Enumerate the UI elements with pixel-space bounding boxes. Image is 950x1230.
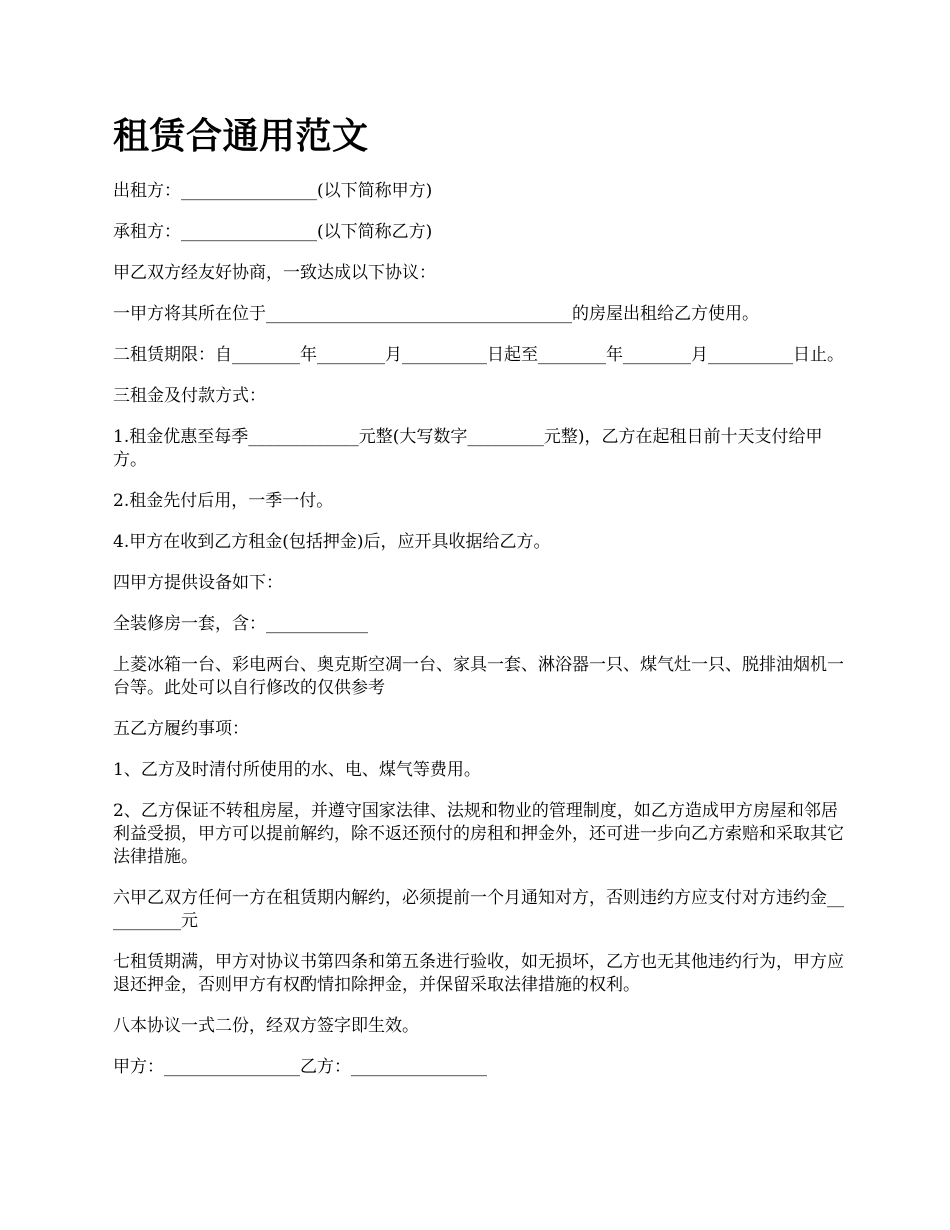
paragraph-clause-5-heading: 五乙方履约事项： xyxy=(113,719,249,739)
document-page xyxy=(113,112,848,1097)
paragraph-clause-3-item-4: 4.甲方在收到乙方租金(包括押金)后，应开具收据给乙方。 xyxy=(113,532,551,552)
paragraph-clause-3-heading: 三租金及付款方式： xyxy=(113,386,266,406)
paragraph-lessee: 承租方：________________(以下简称乙方) xyxy=(113,222,433,242)
paragraph-clause-4-item-2: 上菱冰箱一台、彩电两台、奥克斯空凋一台、家具一套、淋浴器一只、煤气灶一只、脱排油烟机一台等。此处可以自行修改的仅供参考 xyxy=(113,655,844,698)
paragraph-clause-2: 二租赁期限：自________年________月__________日起至________年________月__________日止。 xyxy=(113,345,844,365)
paragraph-clause-6: 六甲乙双方任何一方在租赁期内解约，必须提前一个月通知对方，否则违约方应支付对方违约金__________元 xyxy=(113,888,844,931)
paragraph-clause-5-item-1: 1、乙方及时清付所使用的水、电、煤气等费用。 xyxy=(113,760,481,780)
document-body xyxy=(113,180,848,1079)
paragraph-clause-3-item-2: 2.租金先付后用，一季一付。 xyxy=(113,491,334,511)
paragraph-clause-5-item-2: 2、乙方保证不转租房屋，并遵守国家法律、法规和物业的管理制度，如乙方造成甲方房屋和邻居利益受损，甲方可以提前解约，除不返还预付的房租和押金外，还可进一步向乙方索赔和采取其它法律措施。 xyxy=(113,801,844,867)
document-title: 租赁合通用范文 xyxy=(113,115,369,157)
paragraph-clause-8: 八本协议一式二份，经双方签字即生效。 xyxy=(113,1016,419,1036)
paragraph-lessor: 出租方：________________(以下简称甲方) xyxy=(113,181,433,201)
paragraph-agreement-intro: 甲乙双方经友好协商，一致达成以下协议： xyxy=(113,263,436,283)
paragraph-clause-4-heading: 四甲方提供设备如下： xyxy=(113,573,283,593)
paragraph-signatures: 甲方：________________乙方：________________ xyxy=(113,1057,487,1077)
paragraph-clause-3-item-1: 1.租金优惠至每季_____________元整(大写数字_________元整)，乙方在起租日前十天支付给甲方。 xyxy=(113,427,823,470)
paragraph-clause-7: 七租赁期满，甲方对协议书第四条和第五条进行验收，如无损坏，乙方也无其他违约行为，甲方应退还押金，否则甲方有权酌情扣除押金，并保留采取法律措施的权利。 xyxy=(113,952,844,995)
paragraph-clause-1: 一甲方将其所在位于____________________________________的房屋出租给乙方使用。 xyxy=(113,304,759,324)
paragraph-clause-4-item-1: 全装修房一套，含：____________ xyxy=(113,614,368,634)
